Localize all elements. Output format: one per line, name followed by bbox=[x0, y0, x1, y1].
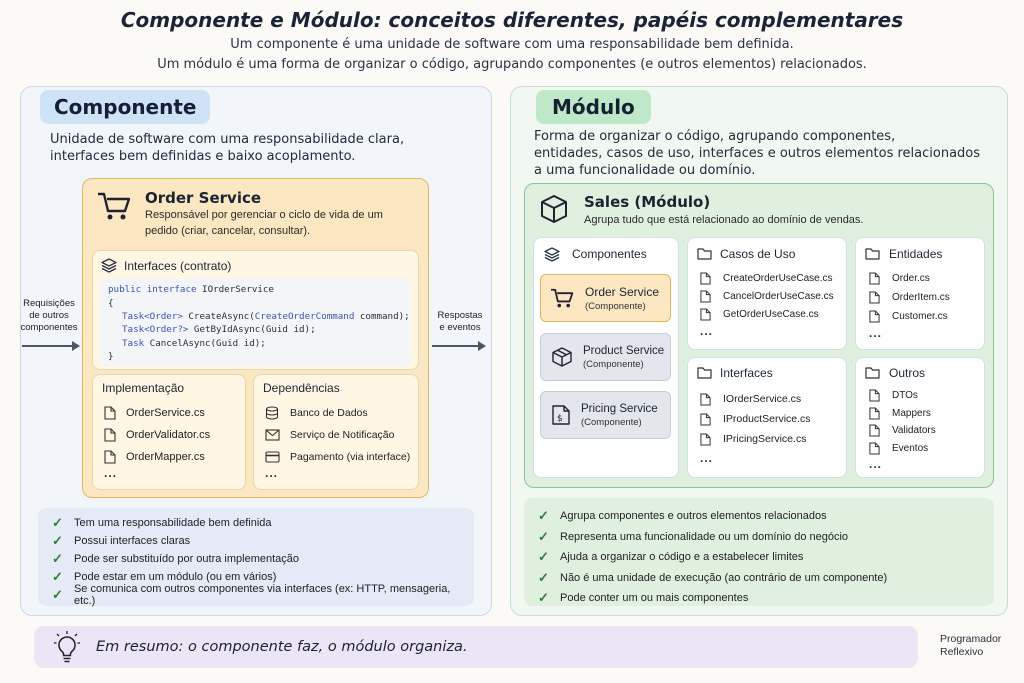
requests-arrow bbox=[20, 338, 82, 354]
dependency-item: Pagamento (via interface) bbox=[265, 446, 410, 468]
outros-title: Outros bbox=[889, 366, 926, 380]
modulo-checklist bbox=[524, 498, 994, 606]
file-item: CancelOrderUseCase.cs bbox=[700, 287, 834, 305]
check-item: ✓ Ajuda a organizar o código e a estabelecer limites bbox=[538, 549, 804, 565]
check-item: ✓ Se comunica com outros componentes via interfaces (ex: HTTP, mensageria, etc.) bbox=[52, 583, 451, 607]
outros-list bbox=[869, 387, 936, 471]
cart-icon bbox=[96, 190, 132, 222]
dependency-item: Serviço de Notificação bbox=[265, 424, 410, 446]
modulo-desc-3: a uma funcionalidade ou domínio. bbox=[534, 163, 756, 178]
component-card-order[interactable]: Order Service (Componente) bbox=[540, 274, 671, 322]
file-item: GetOrderUseCase.cs bbox=[700, 305, 834, 323]
file-icon bbox=[700, 433, 711, 446]
order-service-title: Order Service bbox=[145, 189, 262, 207]
order-service-desc-1: Responsável por gerenciar o ciclo de vida de um bbox=[145, 209, 383, 221]
component-card-pricing[interactable]: $ Pricing Service (Componente) bbox=[540, 391, 671, 439]
file-icon bbox=[869, 424, 880, 437]
componente-checklist bbox=[38, 508, 474, 606]
check-icon: ✓ bbox=[538, 590, 549, 606]
code-line-5: Task CancelAsync(Guid id); bbox=[122, 338, 266, 349]
interfaces-title: Interfaces (contrato) bbox=[124, 259, 232, 273]
layers-icon bbox=[544, 247, 560, 262]
file-icon bbox=[700, 413, 711, 426]
more-ellipsis: ... bbox=[265, 466, 279, 480]
code-line-1: public interface IOrderService bbox=[108, 284, 274, 295]
modulo-title: Módulo bbox=[536, 90, 651, 124]
check-icon: ✓ bbox=[538, 508, 549, 524]
requests-label: Requisições de outros componentes bbox=[20, 298, 78, 333]
svg-text:$: $ bbox=[557, 414, 563, 424]
lightbulb-icon bbox=[54, 631, 80, 663]
componente-title: Componente bbox=[40, 90, 210, 124]
order-service-desc-2: pedido (criar, cancelar, consultar). bbox=[145, 225, 311, 237]
file-icon bbox=[869, 310, 880, 323]
check-item: ✓ Pode conter um ou mais componentes bbox=[538, 590, 749, 606]
check-icon: ✓ bbox=[52, 533, 63, 548]
check-item: ✓ Pode ser substituído por outra implementação bbox=[52, 551, 300, 566]
code-line-3: Task<Order> CreateAsync(CreateOrderCommand command); bbox=[122, 311, 410, 322]
folder-icon bbox=[865, 247, 880, 260]
file-icon bbox=[700, 393, 711, 406]
responses-arrow bbox=[430, 338, 490, 354]
implementacao-list bbox=[104, 402, 210, 480]
file-item: OrderItem.cs bbox=[869, 288, 950, 307]
check-item: ✓ Possui interfaces claras bbox=[52, 533, 191, 548]
layers-icon bbox=[101, 258, 117, 273]
componentes-title: Componentes bbox=[572, 247, 647, 261]
modulo-desc-2: entidades, casos de uso, interfaces e outros elementos relacionados bbox=[534, 146, 981, 161]
sales-module-desc: Agrupa tudo que está relacionado ao domínio de vendas. bbox=[584, 214, 864, 226]
credit-card-icon bbox=[265, 451, 280, 463]
file-item: IOrderService.cs bbox=[700, 389, 811, 409]
subtitle-line-1: Um componente é uma unidade de software com uma responsabilidade bem definida. bbox=[230, 37, 794, 52]
cube-icon bbox=[538, 193, 570, 225]
file-icon bbox=[700, 272, 711, 285]
casos-de-uso-list bbox=[700, 269, 834, 338]
file-icon bbox=[104, 450, 116, 464]
modulo-interfaces-title: Interfaces bbox=[720, 366, 773, 380]
file-icon bbox=[700, 290, 711, 303]
file-item: OrderMapper.cs bbox=[104, 446, 210, 468]
dependencias-list bbox=[265, 402, 410, 480]
check-icon: ✓ bbox=[52, 569, 63, 584]
check-item: ✓ Pode estar em um módulo (ou em vários) bbox=[52, 569, 277, 584]
more-ellipsis: ... bbox=[104, 466, 118, 480]
brand-logo: Programador Reflexivo bbox=[940, 633, 1002, 658]
summary-banner bbox=[34, 626, 918, 668]
file-item: IPricingService.cs bbox=[700, 429, 811, 449]
file-item: Order.cs bbox=[869, 269, 950, 288]
file-item: OrderValidator.cs bbox=[104, 424, 210, 446]
page-title: Componente e Módulo: conceitos diferentes, papéis complementares bbox=[120, 8, 904, 32]
file-icon bbox=[869, 272, 880, 285]
mail-icon bbox=[265, 429, 280, 441]
check-icon: ✓ bbox=[52, 515, 63, 530]
file-icon bbox=[700, 308, 711, 321]
subtitle-line-2: Um módulo é uma forma de organizar o código, agrupando componentes (e outros elementos) relacionados. bbox=[157, 57, 867, 72]
price-doc-icon bbox=[551, 404, 571, 426]
check-item: ✓ Representa uma funcionalidade ou um domínio do negócio bbox=[538, 528, 849, 544]
check-icon: ✓ bbox=[538, 549, 549, 565]
modulo-desc-1: Forma de organizar o código, agrupando componentes, bbox=[534, 129, 896, 144]
file-item: Customer.cs bbox=[869, 307, 950, 326]
sales-module-title: Sales (Módulo) bbox=[584, 193, 711, 211]
file-icon bbox=[869, 389, 880, 402]
folder-icon bbox=[697, 366, 712, 379]
file-icon bbox=[104, 428, 116, 442]
cart-icon bbox=[549, 287, 575, 309]
responses-label: Respostas e eventos bbox=[437, 310, 483, 333]
file-icon bbox=[869, 407, 880, 420]
check-icon: ✓ bbox=[52, 587, 63, 602]
entidades-list bbox=[869, 269, 950, 340]
check-item: ✓ Agrupa componentes e outros elementos relacionados bbox=[538, 508, 827, 524]
more-ellipsis: ... bbox=[869, 457, 883, 471]
file-item: Validators bbox=[869, 422, 936, 440]
check-icon: ✓ bbox=[538, 528, 549, 544]
file-icon bbox=[869, 291, 880, 304]
folder-icon bbox=[697, 247, 712, 260]
database-icon bbox=[265, 406, 279, 420]
dependency-item: Banco de Dados bbox=[265, 402, 410, 424]
file-item: IProductService.cs bbox=[700, 409, 811, 429]
file-icon bbox=[104, 406, 116, 420]
more-ellipsis: ... bbox=[700, 451, 714, 465]
code-line-6: } bbox=[108, 351, 114, 362]
dependencias-title: Dependências bbox=[263, 381, 340, 395]
componente-desc-2: interfaces bem definidas e baixo acoplamento. bbox=[50, 149, 356, 164]
summary-text: Em resumo: o componente faz, o módulo organiza. bbox=[96, 639, 468, 655]
entidades-title: Entidades bbox=[889, 247, 943, 261]
check-item: ✓ Não é uma unidade de execução (ao contrário de um componente) bbox=[538, 569, 888, 585]
component-card-product[interactable]: Product Service (Componente) bbox=[540, 333, 671, 381]
file-item: DTOs bbox=[869, 387, 936, 405]
code-line-4: Task<Order?> GetByIdAsync(Guid id); bbox=[122, 324, 316, 335]
code-line-2: { bbox=[108, 298, 114, 309]
box-icon bbox=[551, 346, 573, 368]
implementacao-title: Implementação bbox=[102, 381, 185, 395]
more-ellipsis: ... bbox=[869, 326, 883, 340]
casos-de-uso-title: Casos de Uso bbox=[720, 247, 796, 261]
check-icon: ✓ bbox=[52, 551, 63, 566]
check-item: ✓ Tem uma responsabilidade bem definida bbox=[52, 515, 272, 530]
more-ellipsis: ... bbox=[700, 324, 714, 338]
file-item: OrderService.cs bbox=[104, 402, 210, 424]
folder-icon bbox=[865, 366, 880, 379]
file-item: Mappers bbox=[869, 405, 936, 423]
file-item: Eventos bbox=[869, 440, 936, 458]
file-item: CreateOrderUseCase.cs bbox=[700, 269, 834, 287]
file-icon bbox=[869, 442, 880, 455]
check-icon: ✓ bbox=[538, 569, 549, 585]
modulo-interfaces-list bbox=[700, 389, 811, 465]
componente-desc-1: Unidade de software com uma responsabilidade clara, bbox=[50, 132, 405, 147]
